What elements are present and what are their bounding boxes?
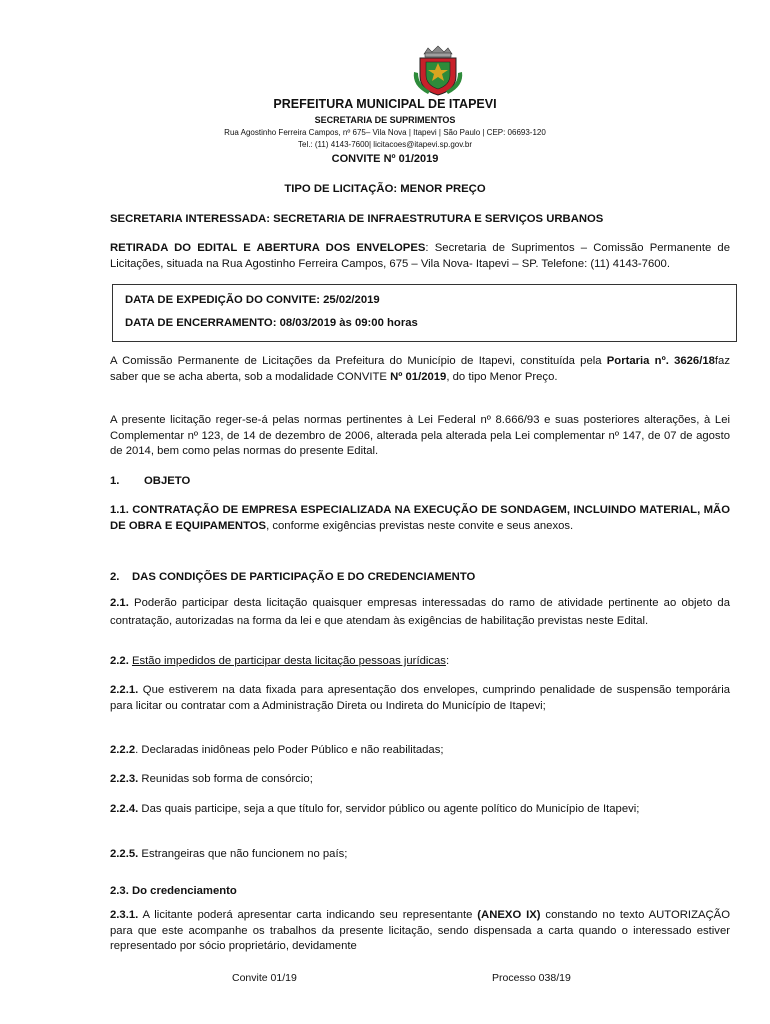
condicao-2-1-number: 2.1.	[110, 597, 129, 609]
condicao-2-2-5-number: 2.2.5.	[110, 848, 139, 860]
condicao-2-3-1-text-b: constando no texto AUTORIZAÇÃO para que este acompanhe os trabalhos da presente licitação, sendo dispensada a carta quando o interessado estiver representado por sócio proprietário, devidamente	[110, 909, 730, 952]
condicao-2-3-1	[110, 908, 730, 955]
intro-paragraph-2: A presente licitação reger-se-á pelas normas pertinentes à Lei Federal nº 8.666/93 e suas posteriores alterações, à Lei Complementar nº 123, de 14 de dezembro de 2006, alterada pela alterada pela Lei complementar nº 147, de 07 de agosto de 2014, bem como pelas normas do presente Edital.	[110, 414, 730, 457]
objeto-item-bold: 1.1. CONTRATAÇÃO DE EMPRESA ESPECIALIZADA NA EXECUÇÃO DE SONDAGEM, INCLUINDO MATERIAL, MÃO DE OBRA E EQUIPAMENTOS	[110, 504, 730, 532]
header-contact: Tel.: (11) 4143-7600| licitacoes@itapevi.sp.gov.br	[298, 140, 472, 149]
condicao-2-2-text: Estão impedidos de participar desta licitação pessoas jurídicas	[131, 655, 446, 667]
objeto-heading	[110, 474, 730, 490]
condicao-2-2-4-number: 2.2.4.	[110, 803, 139, 815]
dates-box	[112, 284, 737, 342]
footer-convite: Convite 01/19	[232, 972, 297, 984]
condicao-2-2-1-number: 2.2.1.	[110, 684, 139, 696]
secretaria-interessada: SECRETARIA INTERESSADA: SECRETARIA DE INFRAESTRUTURA E SERVIÇOS URBANOS	[110, 213, 604, 225]
condicao-2-2	[110, 654, 730, 670]
condicao-2-3-1-text-a: A licitante poderá apresentar carta indicando seu representante	[138, 909, 478, 921]
condicao-2-2-1-text: Que estiverem na data fixada para apresentação dos envelopes, cumprindo penalidade de suspensão temporária para licitar ou contratar com a Administração Direta ou Indireta do Município de Itapevi;	[110, 684, 730, 712]
convite-number: Nº 01/2019	[390, 370, 447, 383]
condicao-2-2-4-text: Das quais participe, seja a que título for, servidor público ou agente político do Município de Itapevi;	[138, 803, 640, 815]
objeto-title: OBJETO	[144, 475, 191, 487]
tipo-licitacao: TIPO DE LICITAÇÃO: MENOR PREÇO	[284, 183, 486, 195]
condicao-2-2-3	[110, 772, 730, 788]
intro-text-c: , do tipo Menor Preço.	[446, 370, 558, 383]
condicao-2-2-2-text: . Declaradas inidôneas pelo Poder Público e não reabilitadas;	[135, 744, 444, 756]
condicao-2-3-1-number: 2.3.1.	[110, 909, 139, 921]
condicao-2-1-text: Poderão participar desta licitação quaisquer empresas interessadas do ramo de atividade pertinente ao objeto da contratação, autorizadas na forma da lei e que atendam às exigências de habilitação previstas neste Edital.	[110, 597, 730, 627]
retirada-paragraph	[110, 241, 730, 272]
data-encerramento: DATA DE ENCERRAMENTO: 08/03/2019 às 09:00 horas	[125, 317, 418, 329]
data-expedicao: DATA DE EXPEDIÇÃO DO CONVITE: 25/02/2019	[125, 294, 380, 306]
retirada-text: : Secretaria de Suprimentos – Comissão Permanente de Licitações, situada na Rua Agostinho Ferreira Campos, 675 – Vila Nova- Itapevi – SP. Telefone: (11) 4143-7600.	[110, 242, 730, 270]
condicao-2-2-2	[110, 743, 730, 759]
condicoes-number: 2.	[110, 571, 120, 583]
condicao-2-2-colon: :	[445, 655, 450, 667]
portaria-number: Portaria nº. 3626/18	[606, 355, 715, 367]
condicao-2-2-1	[110, 683, 730, 714]
condicao-2-1	[110, 595, 730, 630]
intro-paragraph-1	[110, 354, 730, 385]
condicao-2-2-4	[110, 802, 730, 818]
condicao-2-2-2-number: 2.2.2	[110, 744, 136, 756]
footer-processo: Processo 038/19	[492, 972, 571, 984]
header-convite: CONVITE Nº 01/2019	[331, 153, 439, 165]
objeto-number: 1.	[110, 475, 120, 487]
condicao-2-2-5-text: Estrangeiras que não funcionem no país;	[138, 848, 348, 860]
condicao-2-2-5	[110, 847, 730, 863]
condicao-2-2-number: 2.2.	[110, 655, 129, 667]
condicao-2-2-3-number: 2.2.3.	[110, 773, 139, 785]
condicao-2-2-3-text: Reunidas sob forma de consórcio;	[138, 773, 313, 785]
retirada-label: RETIRADA DO EDITAL E ABERTURA DOS ENVELOPES	[110, 242, 426, 254]
objeto-item	[110, 503, 730, 534]
header-title: PREFEITURA MUNICIPAL DE ITAPEVI	[273, 97, 497, 111]
condicoes-title: DAS CONDIÇÕES DE PARTICIPAÇÃO E DO CREDENCIAMENTO	[132, 571, 476, 583]
condicoes-heading	[110, 570, 730, 586]
header-subtitle: SECRETARIA DE SUPRIMENTOS	[314, 115, 456, 125]
objeto-item-text: , conforme exigências previstas neste convite e seus anexos.	[266, 519, 574, 532]
intro-text-a: A Comissão Permanente de Licitações da Prefeitura do Município de Itapevi, constituída pela	[110, 355, 607, 367]
intro-text-b: faz saber que se acha aberta, sob a modalidade CONVITE	[110, 355, 730, 383]
municipal-crest-icon	[410, 42, 466, 98]
anexo-ix-reference: (ANEXO IX)	[477, 909, 541, 921]
credenciamento-heading: 2.3. Do credenciamento	[110, 885, 237, 897]
header-address: Rua Agostinho Ferreira Campos, nº 675– Vila Nova | Itapevi | São Paulo | CEP: 06693-120	[224, 128, 546, 137]
